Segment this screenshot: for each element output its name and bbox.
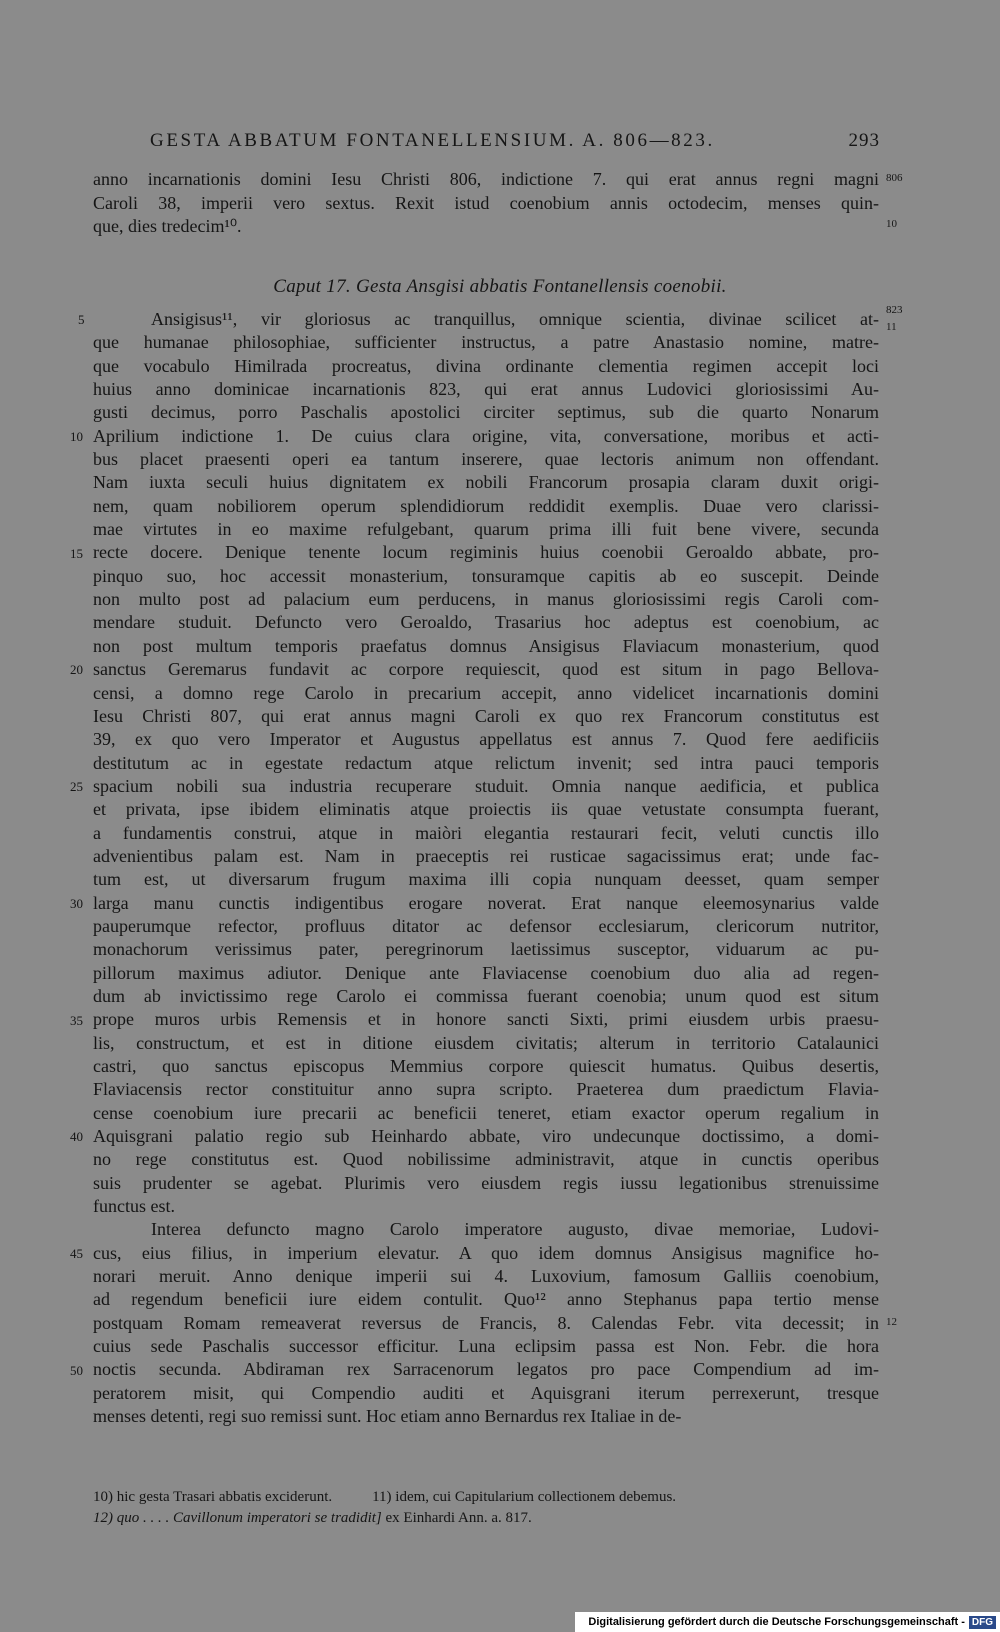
margin-note: 823 <box>886 304 903 316</box>
text-line: cuius sede Paschalis successor efficitur. Luna eclipsim passa est Non. Febr. die hora <box>93 1336 879 1357</box>
footnote-10: 10) hic gesta Trasari abbatis exciderunt. <box>93 1489 333 1505</box>
footnotes <box>93 1487 893 1529</box>
text-line: destitutum ac in egestate redactum atque relictum invenit; sed intra pauci temporis <box>93 752 879 773</box>
text-line: huius anno dominicae incarnationis 823, qui erat annus Ludovici gloriosissimi Au- <box>93 379 879 400</box>
text-line: anno incarnationis domini Iesu Christi 806, indictione 7. qui erat annus regni magni <box>93 169 879 189</box>
footnote-row <box>93 1487 893 1508</box>
footnote-11: 11) idem, cui Capitularium collectionem debemus. <box>372 1489 677 1505</box>
text-line: Ansigisus¹¹, vir gloriosus ac tranquillus, omnique scientia, divinae scilicet at- <box>151 309 879 329</box>
text-line: menses detenti, regi suo remissi sunt. Hoc etiam anno Bernardus rex Italiae in de- <box>93 1406 682 1427</box>
margin-footnote-ref: 10 <box>886 218 897 230</box>
text-line: pauperumque refector, profluus ditator ac defensor ecclesiarum, clericorum nutritor, <box>93 915 879 936</box>
text-line: postquam Romam remeaverat reversus de Francis, 8. Calendas Febr. vita decessit; in <box>93 1312 879 1333</box>
line-number: 15 <box>70 545 83 561</box>
margin-note: 11 <box>886 321 897 333</box>
running-head <box>150 130 880 152</box>
text-line: recte docere. Denique tenente locum regiminis huius coenobii Geroaldo abbate, pro- <box>93 542 879 563</box>
top-paragraph <box>93 168 879 239</box>
line-number: 10 <box>70 428 83 444</box>
footnote-12-italic: 12) quo . . . . Cavillonum imperatori se tradidit] <box>93 1510 382 1526</box>
text-line: que humanae philosophiae, sufficienter instructus, a patre Anastasio nomine, matre- <box>93 332 879 353</box>
text-line: censi, a domno rege Carolo in precarium accepit, anno videlicet incarnationis domini <box>93 682 879 703</box>
text-line: sanctus Geremarus fundavit ac corpore requiescit, quod est situm in pago Bellova- <box>93 659 879 680</box>
line-number: 5 <box>78 312 85 327</box>
text-line: Aquisgrani palatio regio sub Heinhardo abbate, viro undecunque doctissimo, a domi- <box>93 1126 879 1147</box>
text-line: mae virtutes in eo maxime refulgebant, quarum prima illi fuit bene vivere, secunda <box>93 519 879 540</box>
text-line: que, dies tredecim¹⁰. <box>93 216 242 236</box>
text-line: pinquo suo, hoc accessit monasterium, tonsuramque capitis ab eo suscepit. Deinde <box>93 565 879 586</box>
text-line: non multo post ad palacium eum perducens, in manus gloriosissimi regis Caroli com- <box>93 589 879 610</box>
text-line: tum est, ut diversarum frugum maxima illi copia nunquam deesset, quam semper <box>93 869 879 890</box>
line-number: 25 <box>70 779 83 794</box>
text-line: noctis secunda. Abdiraman rex Sarracenorum legatos pro pace Compendium ad im- <box>93 1359 879 1380</box>
text-line: lis, constructum, et est in ditione eiusdem civitatis; alterum in territorio Catalaunici <box>93 1032 879 1053</box>
text-line: castri, quo sanctus episcopus Memmius corpore quiescit humatus. Quibus desertis, <box>93 1056 879 1076</box>
text-line: prope muros urbis Remensis et in honore sancti Sixti, primi eiusdem urbis praesu- <box>93 1009 879 1030</box>
line-number: 20 <box>70 662 83 678</box>
text-line: advenientibus palam est. Nam in praeceptis rei rusticae sagacissimus erat; unde fac- <box>93 845 879 866</box>
text-line: pillorum maximus adiutor. Denique ante Flaviacense coenobium duo alia ad regen- <box>93 962 879 983</box>
margin-year: 806 <box>886 172 903 184</box>
text-line: Flaviacensis rector constituitur anno supra scripto. Praeterea dum praedictum Flavia- <box>93 1079 879 1100</box>
text-line: que vocabulo Himilrada procreatus, divina ordinante clementia regimen accepit loci <box>93 355 879 376</box>
main-text <box>93 308 879 1429</box>
footnote-12-source: ex Einhardi Ann. a. 817. <box>385 1510 532 1526</box>
text-line: norari meruit. Anno denique imperii sui 4. Luxovium, famosum Galliis coenobium, <box>93 1266 879 1287</box>
line-number: 50 <box>70 1362 83 1378</box>
text-line: et privata, ipse ibidem eliminatis atque proiectis iis quae vetustate consumpta fuerant, <box>93 799 879 820</box>
text-line: Aprilium indictione 1. De cuius clara origine, vita, conversatione, moribus et acti- <box>93 425 879 446</box>
page-number: 293 <box>848 130 880 151</box>
text-line: dum ab invictissimo rege Carolo ei commissa fuerant coenobia; unum quod est situm <box>93 985 879 1006</box>
text-line: non post multum temporis praefatus domnus Ansigisus Flaviacum monasterium, quod <box>93 635 879 656</box>
text-line: 39, ex quo vero Imperator et Augustus appellatus est annus 7. Quod fere aedificiis <box>93 729 879 750</box>
text-line: Nam iuxta seculi huius dignitatem ex nobili Francorum prosapia claram duxit origi- <box>93 472 879 493</box>
text-line: no rege constitutus est. Quod nobilissime administravit, atque in cunctis operibus <box>93 1149 879 1170</box>
text-line: nem, quam nobiliorem operum splendidiorum reddidit exemplis. Duae vero clarissi- <box>93 495 879 516</box>
text-line: monachorum verissimus pater, peregrinorum laetissimus susceptor, viduarum ac pu- <box>93 939 879 960</box>
digitization-banner[interactable] <box>575 1612 1000 1632</box>
text-line: suis prudenter se agebat. Plurimis vero eiusdem regis iussu legationibus strenuissime <box>93 1172 879 1193</box>
line-number: 35 <box>70 1012 83 1028</box>
text-line: spacium nobili sua industria recuperare studuit. Omnia nanque aedificia, et publica <box>93 775 879 796</box>
text-line: gusti decimus, porro Paschalis apostolici circiter septimus, sub die quarto Nonarum <box>93 402 879 423</box>
running-head-title: GESTA ABBATUM FONTANELLENSIUM. A. 806—823. <box>150 130 715 151</box>
text-line: Iesu Christi 807, qui erat annus magni Caroli ex quo rex Francorum constitutus est <box>93 705 879 726</box>
text-line: Interea defuncto magno Carolo imperatore augusto, divae memoriae, Ludovi- <box>151 1219 879 1240</box>
text-line: cense coenobium iure precarii ac beneficii teneret, etiam exactor operum regalium in <box>93 1102 879 1123</box>
chapter-heading: Caput 17. Gesta Ansgisi abbatis Fontanellensis coenobii. <box>273 276 727 297</box>
margin-note: 12 <box>886 1316 897 1329</box>
text-line: functus est. <box>93 1196 175 1217</box>
line-number: 30 <box>70 895 83 911</box>
line-number: 40 <box>70 1129 83 1145</box>
line-number: 45 <box>70 1246 83 1261</box>
text-line: bus placet praesenti operi ea tantum inserere, quae lectoris animum non offendant. <box>93 449 879 470</box>
text-line: cus, eius filius, in imperium elevatur. A quo idem domnus Ansigisus magnifice ho- <box>93 1242 879 1263</box>
text-line: Caroli 38, imperii vero sextus. Rexit istud coenobium annis octodecim, menses quin- <box>93 192 879 213</box>
text-line: a fundamentis construi, atque in maiòri elegantia restaurari fecit, veluti cunctis illo <box>93 822 879 843</box>
text-line: mendare studuit. Defuncto vero Geroaldo, Trasarius hoc adeptus est coenobium, ac <box>93 612 879 633</box>
text-line: ad regendum beneficii iure eidem contulit. Quo¹² anno Stephanus papa tertio mense <box>93 1289 879 1310</box>
dfg-logo-icon: DFG <box>969 1616 996 1629</box>
footnote-row <box>93 1508 893 1529</box>
text-line: peratorem misit, qui Compendio auditi et Aquisgrani iterum perrexerunt, tresque <box>93 1382 879 1403</box>
digitization-notice: Digitalisierung gefördert durch die Deutsche Forschungsgemeinschaft - <box>588 1616 965 1628</box>
text-line: larga manu cunctis indigentibus erogare noverat. Erat nanque eleemosynarius valde <box>93 892 879 913</box>
